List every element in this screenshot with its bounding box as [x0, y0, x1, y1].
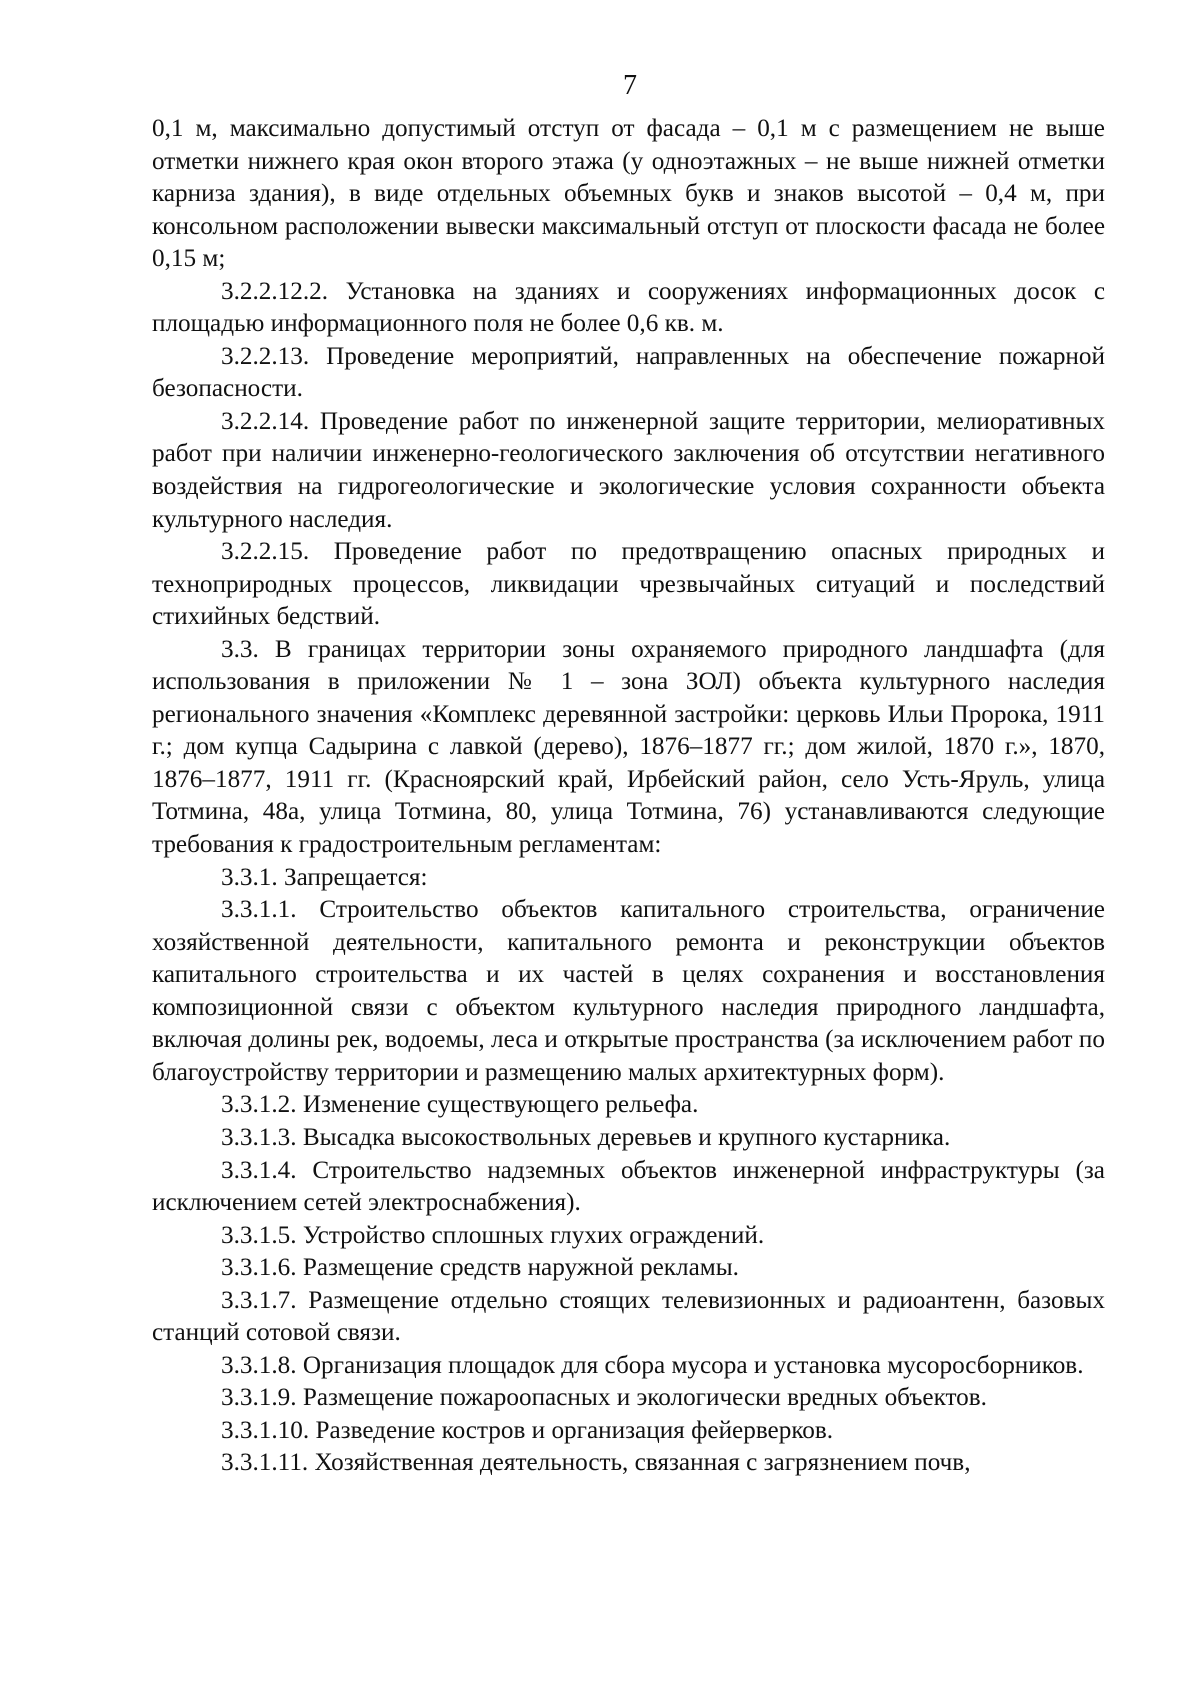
- paragraph: 3.2.2.14. Проведение работ по инженерной защите территории, мелиоративных работ при наличии инженерно-геологического заключения об отсутствии негативного воздействия на гидрогеологические и экологические условия сохранности объекта культурного наследия.: [152, 407, 1105, 533]
- paragraph: 3.3.1.5. Устройство сплошных глухих ограждений.: [221, 1221, 765, 1249]
- paragraph: 3.3.1.6. Размещение средств наружной рекламы.: [221, 1254, 739, 1282]
- paragraph: 3.3.1.11. Хозяйственная деятельность, связанная с загрязнением почв,: [221, 1449, 971, 1477]
- document-body: [152, 113, 1105, 1480]
- paragraph: 3.3. В границах территории зоны охраняемого природного ландшафта (для использования в приложении № 1 – зона ЗОЛ) объекта культурного наследия регионального значения «Комплекс деревянной застройки: церковь Ильи Пророка, 1911 г.; дом купца Садырина с лавкой (дерево), 1876–1877 гг.; дом жилой, 1870 г.», 1870, 1876–1877, 1911 гг. (Красноярский край, Ирбейский район, село Усть-Яруль, улица Тотмина, 48а, улица Тотмина, 80, улица Тотмина, 76) устанавливаются следующие требования к градостроительным регламентам:: [152, 635, 1105, 859]
- paragraph: 3.3.1. Запрещается:: [221, 863, 428, 891]
- page-number: 7: [623, 70, 637, 101]
- paragraph: 0,1 м, максимально допустимый отступ от фасада – 0,1 м с размещением не выше отметки нижнего края окон второго этажа (у одноэтажных – не выше нижней отметки карниза здания), в виде отдельных объемных букв и знаков высотой – 0,4 м, при консольном расположении вывески максимальный отступ от плоскости фасада не более 0,15 м;: [152, 115, 1105, 273]
- paragraph: 3.2.2.15. Проведение работ по предотвращению опасных природных и технoприродных процессов, ликвидации чрезвычайных ситуаций и последствий стихийных бедствий.: [152, 538, 1105, 631]
- paragraph: 3.3.1.7. Размещение отдельно стоящих телевизионных и радиоантенн, базовых станций сотовой связи.: [152, 1286, 1105, 1347]
- paragraph: 3.3.1.8. Организация площадок для сбора мусора и установка мусоросборников.: [221, 1351, 1084, 1379]
- paragraph: 3.3.1.3. Высадка высокоствольных деревьев и крупного кустарника.: [221, 1123, 951, 1151]
- paragraph: 3.3.1.9. Размещение пожароопасных и экологически вредных объектов.: [221, 1384, 987, 1412]
- paragraph: 3.3.1.10. Разведение костров и организация фейерверков.: [221, 1416, 834, 1444]
- paragraph: 3.2.2.13. Проведение мероприятий, направленных на обеспечение пожарной безопасности.: [152, 342, 1105, 403]
- paragraph: 3.3.1.1. Строительство объектов капитального строительства, ограничение хозяйственной деятельности, капитального ремонта и реконструкции объектов капитального строительства и их частей в целях сохранения и восстановления композиционной связи с объектом культурного наследия природного ландшафта, включая долины рек, водоемы, леса и открытые пространства (за исключением работ по благоустройству территории и размещению малых архитектурных форм).: [152, 896, 1105, 1086]
- paragraph: 3.2.2.12.2. Установка на зданиях и сооружениях информационных досок с площадью информационного поля не более 0,6 кв. м.: [152, 277, 1105, 338]
- paragraph: 3.3.1.2. Изменение существующего рельефа.: [221, 1091, 699, 1119]
- paragraph: 3.3.1.4. Строительство надземных объектов инженерной инфраструктуры (за исключением сетей электроснабжения).: [152, 1156, 1105, 1217]
